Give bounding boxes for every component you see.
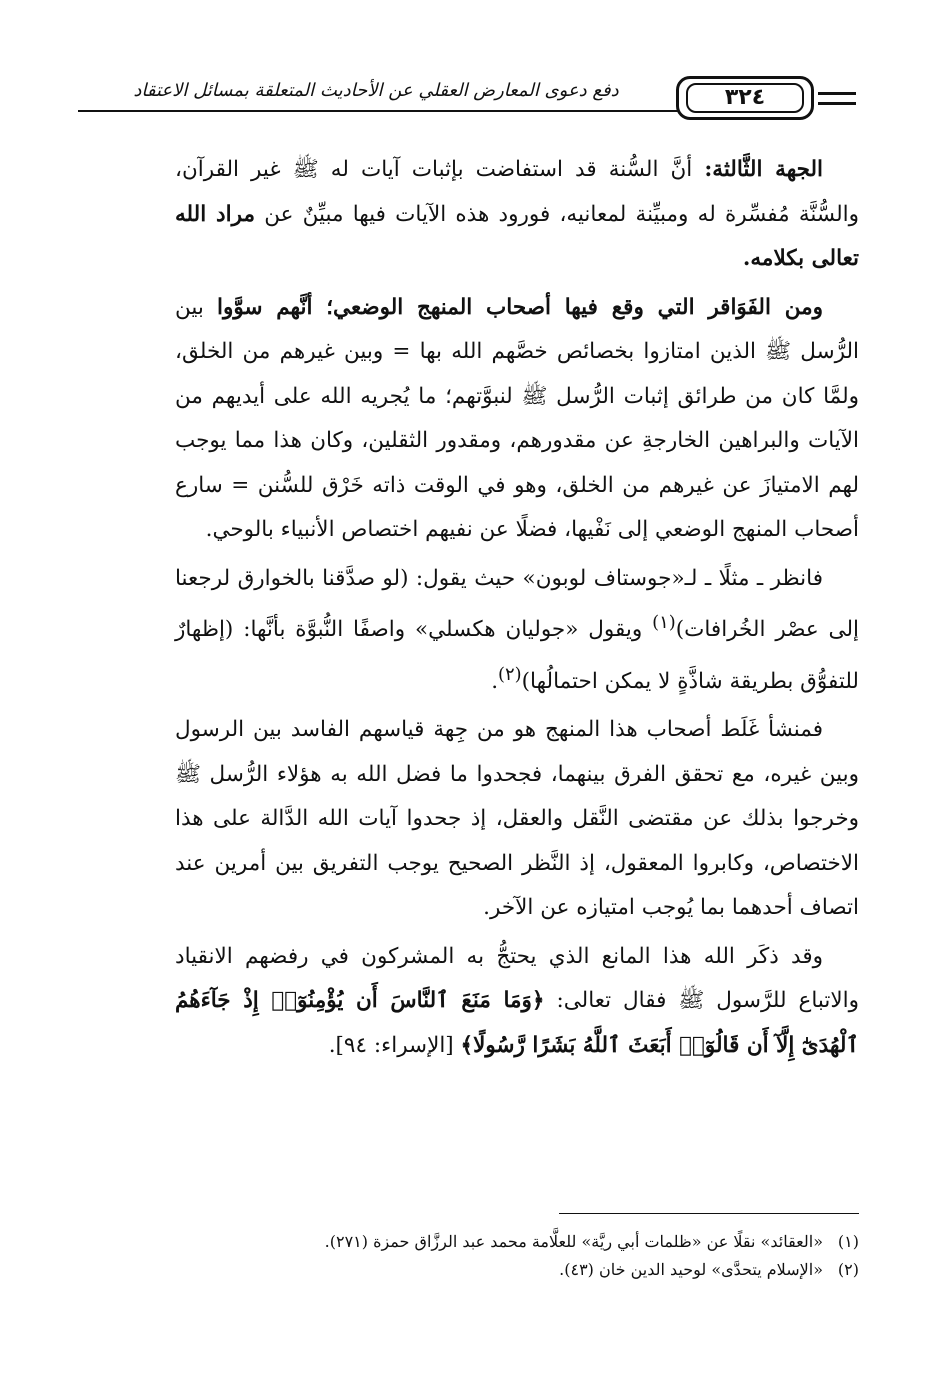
paragraph-text: فمنشأ غَلَط أصحاب هذا المنهج هو من جِهة قياسهم الفاسد بين الرسول وبين غيره، مع تحقق الفرق بينهما، فجحدوا ما فضل الله به هؤلاء الرُّسل ﷺ وخرجوا بذلك عن مقتضى النَّقل والعقل، إذ جحدوا آيات الله الدَّالة على هذا الاختصاص، وكابروا المعقول، إذ النَّظر الصحيح يوجب التفريق بين أمرين عند اتصاف أحدهما بما يُوجب امتيازه عن الآخر. (175, 717, 859, 921)
paragraph-text: ويقول «جوليان هكسلي» واصفًا النُّبوَّة بأنَّها: (إظهارٌ للتفوُّق بطريقة شاذَّةٍ لا يمكن احتمالُها) (175, 617, 859, 694)
paragraph-2 (175, 286, 859, 553)
page-header (78, 70, 856, 130)
paragraph-end: . (491, 668, 499, 694)
header-rule (78, 110, 678, 112)
footnote-ref-1: (١) (652, 612, 676, 633)
footnote-text: «الإسلام يتحدَّى» لوحيد الدين خان (٤٣). (559, 1260, 823, 1279)
paragraph-lead: ومن الفَوَاقر التي وقع فيها أصحاب المنهج الوضعي؛ أنَّهم سوَّوا (216, 294, 823, 320)
running-title: دفع دعوى المعارض العقلي عن الأحاديث المتعلقة بمسائل الاعتقاد (133, 80, 619, 101)
paragraph-text: فانظر ـ مثلًا ـ لـ«جوستاف لوبون» حيث يقول: (لو صدَّقنا بالخوارق لرجعنا إلى عصْر الخُرافات) (175, 565, 859, 643)
page-number: ٣٢٤ (686, 83, 804, 113)
paragraph-text: بين الرُّسل ﷺ الذين امتازوا بخصائص خصَّهم الله بها = وبين غيرهم من الخلق، ولمَّا كان من طرائق إثبات الرُّسل ﷺ لنبوَّتهم؛ ما يُجريه الله على أيديهم من الآيات والبراهين الخارجةِ عن مقدورهم، ومقدور الثقلين، وكان هذا مما يوجب لهم الامتيازَ عن غيرهم من الخلق، وهو في الوقت ذاته خَرْق للسُّنن = سارع أصحاب المنهج الوضعي إلى نَفْيها، فضلًا عن نفيهم اختصاص الأنبياء بالوحي. (175, 294, 859, 542)
footnote-1 (175, 1228, 859, 1256)
paragraph-text: وقد ذكَر الله هذا المانع الذي يحتجُّ به المشركون في رفضهم الانقياد والاتباع للرَّسول ﷺ فقال تعالى: (175, 943, 859, 1014)
paragraph-text: أنَّ السُّنة قد استفاضت بإثبات آيات له ﷺ غير القرآن، والسُّنَّة مُفسِّرة له ومبيِّنة لمعانيه، فورود هذه الآيات فيها مبيِّنٌ عن (175, 157, 859, 227)
footnote-2 (175, 1256, 859, 1284)
footnote-text: «العقائد» نقلًا عن «ظلمات أبي ريَّة» للعلَّامة محمد عبد الرزَّاق حمزة (٢٧١). (324, 1232, 823, 1251)
paragraph-5 (175, 935, 859, 1069)
header-ornament-line (818, 102, 856, 105)
footnote-ref-2: (٢) (498, 663, 522, 685)
page-number-frame (676, 76, 814, 120)
quran-verse: ﴿وَمَا مَنَعَ ٱلنَّاسَ أَن يُؤْمِنُوٓا۟ إِذْ جَآءَهُمُ ٱلْهُدَىٰٓ إِلَّآ أَن قَالُوٓا۟ أَبَعَثَ ٱللَّهُ بَشَرًا رَّسُولًا﴾ (175, 988, 859, 1058)
footnote-separator (559, 1213, 859, 1214)
section-lead: الجهة الثَّالثة: (704, 157, 824, 182)
main-text (175, 148, 859, 1068)
paragraph-4 (175, 708, 859, 931)
footnotes (175, 1228, 859, 1284)
verse-citation: [الإسراء: ٩٤]. (328, 1032, 461, 1058)
footnote-number: (١) (837, 1232, 859, 1251)
paragraph-tail: مراد الله تعالى بكلامه. (175, 201, 859, 271)
footnote-number: (٢) (837, 1260, 859, 1279)
paragraph-1 (175, 148, 859, 282)
paragraph-3 (175, 557, 859, 705)
header-ornament-line (818, 92, 856, 95)
